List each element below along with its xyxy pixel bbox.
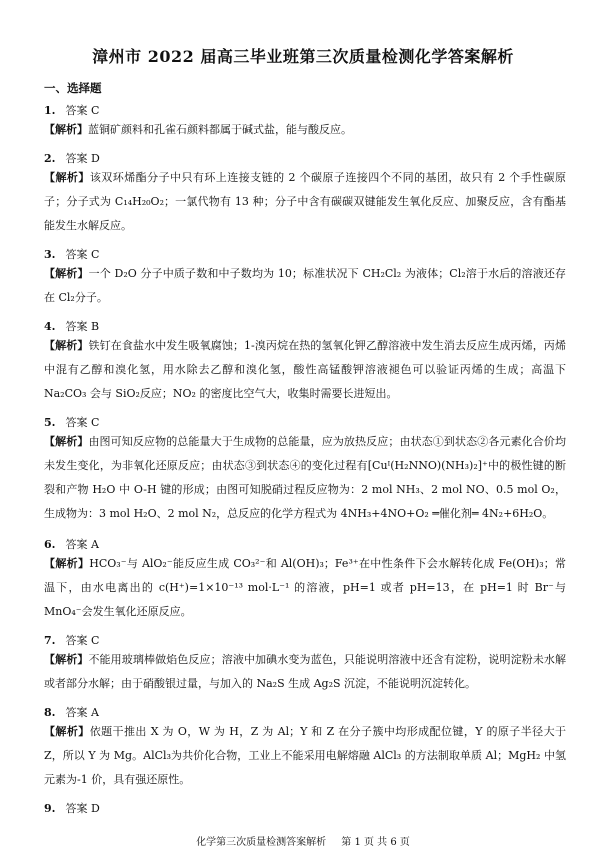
explanation: 【解析】铁钉在食盐水中发生吸氧腐蚀；1-溴丙烷在热的氢氧化钾乙醇溶液中发生消去反应生成丙烯，丙烯中混有乙醇和溴化氢，用水除去乙醇和溴化氢，酸性高锰酸钾溶液褪色可以验证丙烯的生成；高温下 Na₂CO₃ 会与 SiO₂反应；NO₂ 的密度比空气大，收集时需要长进短出。 bbox=[44, 339, 567, 400]
explanation: 【解析】蓝铜矿颜料和孔雀石颜料都属于碱式盐，能与酸反应。 bbox=[44, 123, 352, 136]
answer-label: 答案 C bbox=[65, 634, 100, 647]
answer-label: 答案 C bbox=[65, 104, 100, 117]
footer-doc-name: 化学第三次质量检测答案解析 bbox=[196, 837, 327, 848]
explanation: 【解析】一个 D₂O 分子中质子数和中子数均为 10；标准状况下 CH₂Cl₂ 为液体；Cl₂溶于水后的溶液还存在 Cl₂分子。 bbox=[44, 267, 566, 304]
answer-label: 答案 D bbox=[65, 802, 100, 815]
footer-page-number: 第 1 页 共 6 页 bbox=[341, 837, 410, 848]
question-number: 3. 答案 C bbox=[44, 248, 100, 261]
answer-label: 答案 A bbox=[65, 706, 99, 719]
question-number: 2. 答案 D bbox=[44, 152, 100, 165]
section-heading: 一、选择题 bbox=[44, 81, 102, 95]
explanation: 【解析】HCO₃⁻与 AlO₂⁻能反应生成 CO₃²⁻和 Al(OH)₃；Fe³⁺在中性条件下会水解转化成 Fe(OH)₃；常温下，由水电离出的 c(H⁺)=1×10⁻¹³ mol·L⁻¹ 的溶液，pH=1 或者 pH=13，在 pH=1 时 Br⁻与 MnO₄⁻会发生氧化还原反应。 bbox=[44, 557, 567, 618]
question-number: 8. 答案 A bbox=[44, 706, 99, 719]
page-footer bbox=[0, 833, 606, 848]
explanation: 【解析】由图可知反应物的总能量大于生成物的总能量，应为放热反应；由状态①到状态②各元素化合价均未发生变化，为非氧化还原反应；由状态③到状态④的变化过程有[Cuᴵ(H₂NNO)(NH₃)₂]⁺中的极性键的断裂和产物 H₂O 中 O-H 键的形成；由图可知脱硝过程反应物为：2 mol NH₃、2 mol NO、0.5 mol O₂，生成物为：3 mol H₂O、2 mol N₂，总反应的化学方程式为 4NH₃+4NO+O₂ ═催化剂═ 4N₂+6H₂O。 bbox=[44, 435, 566, 520]
question-number: 5. 答案 C bbox=[44, 416, 100, 429]
question-number: 1. 答案 C bbox=[44, 104, 100, 117]
explanation: 【解析】依题干推出 X 为 O，W 为 H，Z 为 Al；Y 和 Z 在分子簇中均形成配位键，Y 的原子半径大于 Z，所以 Y 为 Mg。AlCl₃为共价化合物，工业上不能采用电解熔融 AlCl₃ 的方法制取单质 Al；MgH₂ 中氢元素为-1 价，具有强还原性。 bbox=[44, 725, 567, 786]
answer-label: 答案 B bbox=[65, 320, 100, 333]
question-number: 6. 答案 A bbox=[44, 538, 99, 551]
page-title: 漳州市 2022 届高三毕业班第三次质量检测化学答案解析 bbox=[92, 47, 514, 66]
question-number: 7. 答案 C bbox=[44, 634, 100, 647]
answer-label: 答案 A bbox=[65, 538, 99, 551]
question-number: 4. 答案 B bbox=[44, 320, 100, 333]
answer-label: 答案 C bbox=[65, 248, 100, 261]
answer-label: 答案 C bbox=[65, 416, 100, 429]
explanation: 【解析】该双环烯酯分子中只有环上连接支链的 2 个碳原子连接四个不同的基团，故只有 2 个手性碳原子；分子式为 C₁₄H₂₀O₂；一氯代物有 13 种；分子中含有碳碳双键能发生氧化反应、加聚反应，含有酯基能发生水解反应。 bbox=[44, 171, 566, 232]
explanation: 【解析】不能用玻璃棒做焰色反应；溶液中加碘水变为蓝色，只能说明溶液中还含有淀粉，说明淀粉未水解或者部分水解；由于硝酸银过量，与加入的 Na₂S 生成 Ag₂S 沉淀，不能说明沉淀转化。 bbox=[44, 653, 566, 690]
question-number: 9. 答案 D bbox=[44, 802, 100, 815]
answer-label: 答案 D bbox=[65, 152, 100, 165]
